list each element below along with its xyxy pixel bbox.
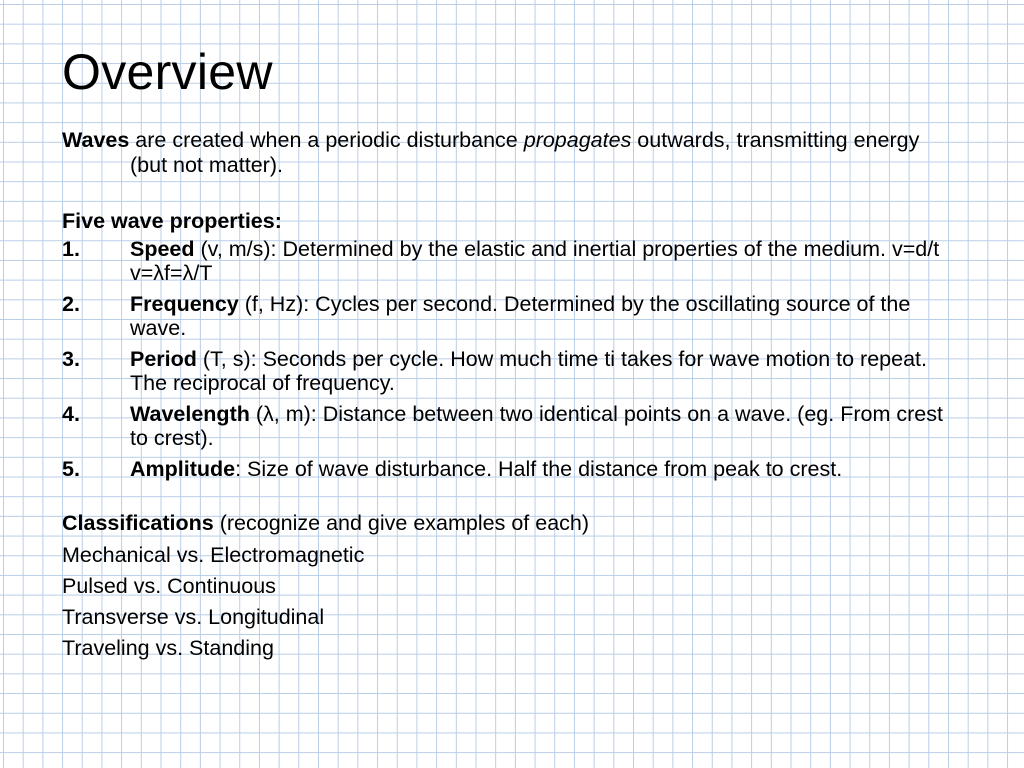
property-term: Speed bbox=[130, 236, 195, 261]
intro-text-2: outwards, transmitting energy (but not matter). bbox=[130, 128, 920, 177]
slide-body bbox=[62, 128, 962, 667]
property-number: 4. bbox=[62, 401, 80, 426]
property-number: 1. bbox=[62, 236, 80, 261]
intro-emphasis: propagates bbox=[523, 128, 632, 152]
property-term: Amplitude bbox=[130, 456, 236, 481]
property-item-amplitude bbox=[62, 457, 962, 482]
property-description: (T, s): Seconds per cycle. How much time ti takes for wave motion to repeat. The reciprocal of frequency. bbox=[130, 346, 927, 395]
intro-text-1: are created when a periodic disturbance bbox=[129, 128, 524, 152]
property-number: 5. bbox=[62, 456, 80, 481]
intro-term: Waves bbox=[62, 128, 130, 152]
property-item-period bbox=[62, 347, 962, 396]
classification-item: Traveling vs. Standing bbox=[62, 635, 274, 660]
property-description: (v, m/s): Determined by the elastic and inertial properties of the medium. v=d/t v=λf=λ/T bbox=[130, 236, 940, 285]
property-description: : Size of wave disturbance. Half the distance from peak to crest. bbox=[235, 456, 843, 481]
property-number: 3. bbox=[62, 346, 80, 371]
property-description: (λ, m): Distance between two identical points on a wave. (eg. From crest to crest). bbox=[130, 401, 943, 450]
properties-list bbox=[62, 237, 962, 482]
property-term: Wavelength bbox=[130, 401, 250, 426]
classification-item: Mechanical vs. Electromagnetic bbox=[62, 542, 365, 567]
property-number: 2. bbox=[62, 291, 80, 316]
property-term: Period bbox=[130, 346, 197, 371]
classification-item: Pulsed vs. Continuous bbox=[62, 573, 276, 598]
properties-heading: Five wave properties: bbox=[62, 209, 282, 233]
classifications-note: (recognize and give examples of each) bbox=[213, 511, 590, 535]
property-term: Frequency bbox=[130, 291, 239, 316]
intro-paragraph bbox=[62, 128, 962, 177]
property-item-frequency bbox=[62, 292, 962, 341]
slide-title: Overview bbox=[62, 44, 273, 100]
classification-item: Transverse vs. Longitudinal bbox=[62, 604, 325, 629]
property-item-speed bbox=[62, 237, 962, 286]
classifications-list bbox=[62, 543, 962, 661]
classifications-heading bbox=[62, 511, 962, 536]
classifications-term: Classifications bbox=[62, 511, 214, 535]
property-description: (f, Hz): Cycles per second. Determined by the oscillating source of the wave. bbox=[130, 291, 911, 340]
property-item-wavelength bbox=[62, 402, 962, 451]
